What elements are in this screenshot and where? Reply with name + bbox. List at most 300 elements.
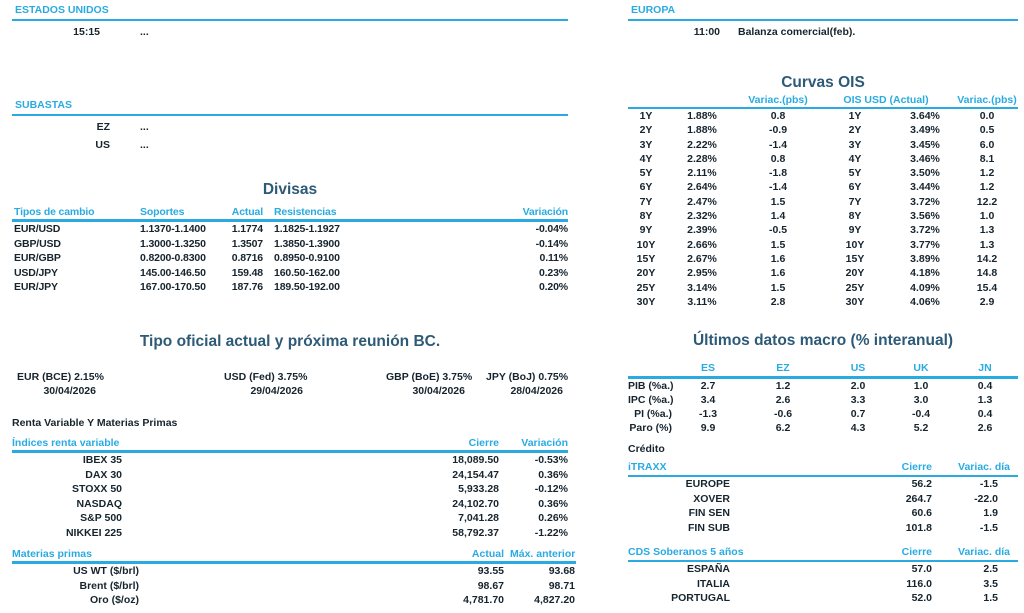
central-bank-meeting-date: 30/04/2026 <box>412 385 465 397</box>
macro-jn-cell: 2.6 <box>977 422 993 434</box>
index-name-cell: IBEX 35 <box>82 454 122 466</box>
ois-curves-table <box>628 94 1018 309</box>
ois-tenor-usd-cell: 3Y <box>848 138 862 151</box>
commodity-max-cell: 4,827.20 <box>534 594 575 606</box>
ois-row <box>628 123 1018 137</box>
macro-table-body <box>628 378 1018 436</box>
section-curvas-ois <box>628 73 1018 309</box>
ois-variac-usd-cell: 0.0 <box>979 110 995 122</box>
fx-header-resistencias: Resistencias <box>266 205 436 221</box>
macro-us-cell: 2.0 <box>850 380 866 392</box>
macro-indicator-cell: Paro (%) <box>629 422 672 434</box>
ois-tenor-usd-cell: 7Y <box>848 195 862 208</box>
itraxx-change-cell: -22.0 <box>974 492 998 505</box>
auction-region: US <box>95 139 110 151</box>
commodities-header-max: Máx. anterior <box>510 547 576 563</box>
index-name-cell: STOXX 50 <box>72 483 122 495</box>
ois-row <box>628 252 1018 266</box>
central-bank-ecb <box>17 370 104 398</box>
index-change-cell: -1.22% <box>534 526 568 539</box>
equity-indices-table <box>12 436 568 540</box>
cds-country-cell: ESPAÑA <box>687 563 730 575</box>
ois-tenor-usd-cell: 6Y <box>848 181 862 194</box>
cds-country-cell: ITALIA <box>696 577 730 590</box>
ois-tenor-usd-cell: 20Y <box>845 267 865 280</box>
commodity-row <box>12 593 576 608</box>
ois-tenor-eur-cell: 7Y <box>639 195 653 208</box>
ois-rate-usd-cell: 3.46% <box>910 152 940 165</box>
section-cds-soberanos <box>628 545 1018 606</box>
fx-row <box>12 221 568 237</box>
itraxx-close-cell: 60.6 <box>911 507 932 519</box>
macro-header-us: US <box>826 361 890 378</box>
macro-uk-cell: -0.4 <box>911 408 931 420</box>
ois-tenor-eur-cell: 9Y <box>639 224 653 237</box>
macro-jn-cell: 0.4 <box>977 380 993 392</box>
ois-row <box>628 209 1018 223</box>
ois-row <box>628 138 1018 152</box>
index-change-cell: -0.12% <box>534 483 568 495</box>
fx-resistencias-cell: 1.1825-1.1927 <box>274 223 340 235</box>
ois-variac-eur-cell: -1.4 <box>768 138 788 151</box>
itraxx-name-cell: FIN SEN <box>688 507 730 519</box>
commodity-row <box>12 579 576 594</box>
auction-region: EZ <box>96 121 110 133</box>
commodity-actual-cell: 98.67 <box>477 579 504 592</box>
macro-ez-cell: -0.6 <box>773 408 793 420</box>
fx-variacion-cell: 0.11% <box>539 252 568 264</box>
ois-rate-usd-cell: 3.49% <box>910 124 940 137</box>
central-bank-meeting-date: 30/04/2026 <box>43 385 96 397</box>
index-row <box>12 497 568 512</box>
ois-rate-eur-cell: 2.67% <box>687 252 717 265</box>
ois-tenor-eur-cell: 20Y <box>636 267 656 280</box>
commodity-name-cell: Brent ($/brl) <box>79 579 139 592</box>
macro-uk-cell: 5.2 <box>913 422 929 434</box>
macro-es-cell: 3.4 <box>700 394 716 406</box>
commodity-actual-cell: 4,781.70 <box>463 594 504 606</box>
fx-header-pair: Tipos de cambio <box>12 205 140 221</box>
index-close-cell: 18,089.50 <box>452 454 499 466</box>
macro-ez-cell: 6.2 <box>775 422 791 434</box>
ois-rate-eur-cell: 2.32% <box>687 210 717 223</box>
ois-variac-eur-cell: 1.4 <box>770 210 786 223</box>
cds-row <box>628 577 1018 592</box>
ois-row <box>628 295 1018 309</box>
ois-rate-usd-cell: 3.44% <box>910 181 940 194</box>
ois-rate-eur-cell: 3.11% <box>687 295 717 308</box>
macro-uk-cell: 3.0 <box>913 394 929 406</box>
section-tipo-oficial <box>12 332 568 402</box>
section-title-subastas: SUBASTAS <box>12 97 568 116</box>
index-name-cell: S&P 500 <box>80 512 122 524</box>
macro-row <box>628 378 1018 394</box>
ois-header-empty <box>628 94 664 108</box>
fx-actual-cell: 159.48 <box>231 266 263 279</box>
index-change-cell: 0.36% <box>538 468 568 481</box>
commodity-actual-cell: 93.55 <box>477 565 504 577</box>
indices-header-variacion: Variación <box>502 436 568 452</box>
index-change-cell: 0.26% <box>538 512 568 524</box>
auction-detail: ... <box>140 121 149 133</box>
tipo-oficial-title: Tipo oficial actual y próxima reunión BC. <box>139 333 441 350</box>
ois-tenor-eur-cell: 15Y <box>636 252 656 265</box>
ois-tenor-usd-cell: 30Y <box>845 295 865 308</box>
central-bank-boj <box>486 370 568 398</box>
itraxx-row <box>628 476 1018 492</box>
ois-rate-eur-cell: 2.47% <box>687 195 717 208</box>
fx-row <box>12 266 568 281</box>
europa-events-list <box>628 25 1018 39</box>
ois-variac-eur-cell: 2.8 <box>770 295 786 308</box>
commodity-max-cell: 93.68 <box>548 565 575 577</box>
section-divisas <box>12 180 568 295</box>
ois-rate-eur-cell: 2.95% <box>687 267 717 280</box>
ois-variac-eur-cell: -0.5 <box>768 224 788 237</box>
ois-row <box>628 108 1018 123</box>
index-close-cell: 24,102.70 <box>452 497 499 510</box>
itraxx-header-variac: Variac. día <box>948 459 1018 476</box>
indices-table-body <box>12 452 568 541</box>
ois-variac-eur-cell: 1.6 <box>770 252 786 265</box>
itraxx-table-body <box>628 476 1018 535</box>
fx-variacion-cell: -0.04% <box>535 223 568 235</box>
central-bank-fed <box>224 370 308 398</box>
ois-variac-eur-cell: 0.8 <box>770 110 786 122</box>
fx-row <box>12 280 568 295</box>
ois-tenor-eur-cell: 4Y <box>639 152 653 165</box>
ois-rate-usd-cell: 3.72% <box>910 224 940 237</box>
ois-row <box>628 180 1018 194</box>
section-subastas <box>12 97 568 152</box>
index-close-cell: 5,933.28 <box>458 483 499 495</box>
macro-us-cell: 3.3 <box>850 394 866 406</box>
index-name-cell: NIKKEI 225 <box>65 526 122 539</box>
ois-variac-eur-cell: -1.8 <box>768 167 788 180</box>
ois-variac-usd-cell: 8.1 <box>979 152 995 165</box>
macro-jn-cell: 0.4 <box>977 408 993 420</box>
itraxx-row <box>628 506 1018 521</box>
ois-tenor-usd-cell: 9Y <box>848 224 862 237</box>
auction-row <box>12 120 568 134</box>
fx-soportes-cell: 1.3000-1.3250 <box>140 237 206 250</box>
ois-rate-eur-cell: 2.28% <box>687 152 717 165</box>
ois-row <box>628 281 1018 295</box>
section-indices <box>12 436 568 540</box>
ois-rate-usd-cell: 3.89% <box>910 252 940 265</box>
cds-close-cell: 116.0 <box>906 577 932 590</box>
section-materias-primas <box>12 547 576 608</box>
event-row <box>628 25 1018 39</box>
cds-header-row <box>628 545 1018 561</box>
ois-tenor-usd-cell: 2Y <box>848 124 862 137</box>
fx-header-variacion: Variación <box>436 205 568 221</box>
ois-rate-eur-cell: 2.66% <box>687 238 717 251</box>
fx-table <box>12 205 568 295</box>
section-europa <box>628 2 1018 39</box>
fx-actual-cell: 187.76 <box>231 281 263 293</box>
index-close-cell: 7,041.28 <box>458 512 499 524</box>
itraxx-change-cell: 1.9 <box>983 507 998 519</box>
cds-change-cell: 3.5 <box>983 577 998 590</box>
ois-tenor-eur-cell: 5Y <box>639 167 653 180</box>
fx-soportes-cell: 167.00-170.50 <box>140 281 206 293</box>
central-bank-meeting-date: 28/04/2026 <box>510 385 563 397</box>
us-events-list <box>12 25 568 39</box>
index-close-cell: 58,792.37 <box>452 526 499 539</box>
itraxx-row <box>628 492 1018 507</box>
ois-rate-usd-cell: 3.72% <box>910 195 940 208</box>
macro-row <box>628 421 1018 435</box>
ois-rate-eur-cell: 1.88% <box>687 124 717 137</box>
itraxx-name-cell: FIN SUB <box>688 521 730 534</box>
ois-tenor-usd-cell: 15Y <box>845 252 865 265</box>
auction-row <box>12 138 568 152</box>
fx-variacion-cell: 0.20% <box>538 281 568 293</box>
macro-us-cell: 0.7 <box>850 408 866 420</box>
itraxx-header-row <box>628 459 1018 476</box>
macro-header-ez: EZ <box>740 361 826 378</box>
fx-pair-cell: EUR/USD <box>14 223 61 235</box>
ois-variac-eur-cell: 0.8 <box>770 152 786 165</box>
index-row <box>12 511 568 526</box>
fx-pair-cell: USD/JPY <box>14 266 58 279</box>
ois-tenor-eur-cell: 25Y <box>636 281 656 294</box>
ois-rate-usd-cell: 3.56% <box>910 210 940 223</box>
commodities-table-body <box>12 563 576 608</box>
central-bank-rate: USD (Fed) 3.75% <box>224 371 308 383</box>
section-datos-macro <box>628 331 1018 435</box>
cds-header-variac: Variac. día <box>948 545 1018 561</box>
macro-uk-cell: 1.0 <box>913 380 929 392</box>
fx-header-actual: Actual <box>226 205 266 221</box>
itraxx-close-cell: 56.2 <box>911 478 932 490</box>
ois-variac-usd-cell: 1.3 <box>979 238 995 251</box>
ois-variac-usd-cell: 6.0 <box>979 138 995 151</box>
ois-table-body <box>628 108 1018 309</box>
index-name-cell: NASDAQ <box>76 497 122 510</box>
commodities-table <box>12 547 576 608</box>
ois-rate-eur-cell: 1.88% <box>687 110 717 122</box>
ois-tenor-eur-cell: 6Y <box>639 181 653 194</box>
ois-tenor-eur-cell: 10Y <box>636 238 656 251</box>
cds-row <box>628 591 1018 606</box>
macro-us-cell: 4.3 <box>850 422 866 434</box>
commodity-row <box>12 563 576 579</box>
macro-header-jn: JN <box>952 361 1018 378</box>
macro-ez-cell: 2.6 <box>775 394 791 406</box>
itraxx-header-name: iTRAXX <box>628 459 758 476</box>
macro-row <box>628 393 1018 407</box>
itraxx-name-cell: EUROPE <box>685 478 730 490</box>
ois-variac-eur-cell: 1.5 <box>770 281 786 294</box>
ois-tenor-eur-cell: 8Y <box>639 210 653 223</box>
fx-header-row <box>12 205 568 221</box>
ois-variac-usd-cell: 1.2 <box>979 167 995 180</box>
central-bank-boe <box>386 370 473 398</box>
ois-rate-usd-cell: 3.77% <box>910 238 940 251</box>
ois-tenor-usd-cell: 8Y <box>848 210 862 223</box>
macro-jn-cell: 1.3 <box>977 394 993 406</box>
ois-variac-eur-cell: -1.4 <box>768 181 788 194</box>
ois-rate-usd-cell: 4.18% <box>910 267 940 280</box>
macro-header-uk: UK <box>890 361 952 378</box>
macro-es-cell: 9.9 <box>700 422 716 434</box>
central-bank-rate: EUR (BCE) 2.15% <box>17 371 104 383</box>
itraxx-row <box>628 521 1018 536</box>
fx-resistencias-cell: 160.50-162.00 <box>274 266 340 279</box>
fx-pair-cell: EUR/GBP <box>14 252 61 264</box>
commodities-header-row <box>12 547 576 563</box>
ois-header-variac-usd: Variac.(pbs) <box>957 94 1017 106</box>
macro-header-empty <box>628 361 676 378</box>
ois-tenor-usd-cell: 5Y <box>848 167 862 180</box>
ois-variac-usd-cell: 1.2 <box>979 181 995 194</box>
fx-soportes-cell: 145.00-146.50 <box>140 266 206 279</box>
ois-rate-usd-cell: 3.64% <box>910 110 940 122</box>
cds-country-cell: PORTUGAL <box>671 592 730 604</box>
fx-variacion-cell: -0.14% <box>535 237 568 250</box>
ois-tenor-eur-cell: 1Y <box>639 110 653 122</box>
ois-rate-usd-cell: 3.45% <box>910 138 940 151</box>
ois-row <box>628 166 1018 180</box>
index-row <box>12 452 568 468</box>
fx-row <box>12 237 568 252</box>
ois-rate-eur-cell: 2.64% <box>687 181 717 194</box>
ois-tenor-usd-cell: 1Y <box>848 110 862 122</box>
cds-close-cell: 52.0 <box>911 592 932 604</box>
macro-title: Últimos datos macro (% interanual) <box>692 332 954 349</box>
itraxx-change-cell: -1.5 <box>979 478 998 490</box>
macro-header-row <box>628 361 1018 378</box>
fx-header-soportes: Soportes <box>140 205 226 221</box>
cds-table <box>628 545 1018 606</box>
commodities-header-name: Materias primas <box>12 547 142 563</box>
commodity-name-cell: US WT ($/brl) <box>73 565 139 577</box>
fx-resistencias-cell: 0.8950-0.9100 <box>274 252 340 264</box>
subastas-list <box>12 120 568 152</box>
ois-variac-eur-cell: 1.5 <box>770 238 786 251</box>
fx-actual-cell: 0.8716 <box>231 252 263 264</box>
indices-header-cierre: Cierre <box>125 436 502 452</box>
fx-row <box>12 251 568 266</box>
ois-row <box>628 266 1018 280</box>
fx-soportes-cell: 0.8200-0.8300 <box>140 252 206 264</box>
ois-header-row <box>628 94 1018 108</box>
event-row <box>12 25 568 39</box>
event-detail: Balanza comercial(feb). <box>738 26 856 38</box>
ois-variac-usd-cell: 1.0 <box>979 210 995 223</box>
auction-detail: ... <box>140 139 149 151</box>
fx-pair-cell: GBP/USD <box>14 237 61 250</box>
ois-rate-eur-cell: 3.14% <box>687 281 717 294</box>
central-bank-rates-row <box>12 370 568 402</box>
central-bank-rate: JPY (BoJ) 0.75% <box>486 371 569 383</box>
ois-rate-usd-cell: 3.50% <box>910 167 940 180</box>
fx-actual-cell: 1.3507 <box>231 237 263 250</box>
macro-indicator-cell: PI (%a.) <box>634 408 672 420</box>
ois-header-empty <box>664 94 740 108</box>
index-row <box>12 526 568 541</box>
ois-row <box>628 238 1018 252</box>
index-close-cell: 24,154.47 <box>452 468 499 481</box>
ois-rate-eur-cell: 2.22% <box>687 138 717 151</box>
section-title-europa: EUROPA <box>628 2 1018 21</box>
ois-row <box>628 152 1018 166</box>
section-estados-unidos <box>12 2 568 39</box>
fx-resistencias-cell: 189.50-192.00 <box>274 281 340 293</box>
section-credito <box>628 443 1018 535</box>
macro-ez-cell: 1.2 <box>775 380 791 392</box>
fx-soportes-cell: 1.1370-1.1400 <box>140 223 206 235</box>
index-change-cell: -0.53% <box>534 454 568 466</box>
index-change-cell: 0.36% <box>538 497 568 510</box>
ois-header-usd: OIS USD (Actual) <box>816 94 956 108</box>
renta-variable-section-label: Renta Variable Y Materias Primas <box>12 417 178 429</box>
cds-close-cell: 57.0 <box>911 563 932 575</box>
macro-data-table <box>628 361 1018 435</box>
divisas-title: Divisas <box>262 181 318 198</box>
index-row <box>12 482 568 497</box>
itraxx-close-cell: 101.8 <box>905 521 932 534</box>
ois-title: Curvas OIS <box>781 74 865 91</box>
indices-header-name: Índices renta variable <box>12 436 125 452</box>
index-name-cell: DAX 30 <box>85 468 122 481</box>
ois-row <box>628 195 1018 209</box>
ois-tenor-eur-cell: 30Y <box>636 295 656 308</box>
cds-change-cell: 2.5 <box>983 563 998 575</box>
fx-pair-cell: EUR/JPY <box>14 281 58 293</box>
macro-es-cell: -1.3 <box>698 408 718 420</box>
ois-variac-usd-cell: 14.8 <box>976 267 998 280</box>
ois-rate-usd-cell: 4.06% <box>910 295 940 308</box>
ois-variac-usd-cell: 1.3 <box>979 224 995 237</box>
event-time: 15:15 <box>73 26 100 38</box>
macro-header-es: ES <box>676 361 740 378</box>
cds-header-cierre: Cierre <box>758 545 948 561</box>
central-bank-rate: GBP (BoE) 3.75% <box>386 371 473 383</box>
ois-tenor-usd-cell: 25Y <box>845 281 865 294</box>
ois-tenor-eur-cell: 2Y <box>639 124 653 137</box>
index-row <box>12 468 568 483</box>
itraxx-table <box>628 459 1018 535</box>
ois-tenor-eur-cell: 3Y <box>639 138 653 151</box>
cds-table-body <box>628 561 1018 606</box>
central-bank-meeting-date: 29/04/2026 <box>250 385 303 397</box>
macro-es-cell: 2.7 <box>700 380 716 392</box>
ois-rate-eur-cell: 2.39% <box>687 224 717 237</box>
ois-row <box>628 223 1018 237</box>
fx-actual-cell: 1.1774 <box>231 223 263 235</box>
ois-variac-usd-cell: 2.9 <box>979 295 995 308</box>
ois-header-variac-eur: Variac.(pbs) <box>740 94 816 108</box>
ois-variac-eur-cell: 1.5 <box>770 195 786 208</box>
ois-variac-usd-cell: 12.2 <box>976 195 998 208</box>
ois-variac-usd-cell: 14.2 <box>976 252 998 265</box>
indices-header-row <box>12 436 568 452</box>
ois-variac-usd-cell: 15.4 <box>976 281 998 294</box>
fx-table-body <box>12 221 568 295</box>
itraxx-name-cell: XOVER <box>693 492 730 505</box>
commodities-header-actual: Actual <box>142 547 510 563</box>
fx-variacion-cell: 0.23% <box>538 266 568 279</box>
cds-row <box>628 561 1018 577</box>
credito-section-label: Crédito <box>628 443 665 455</box>
macro-row <box>628 407 1018 421</box>
section-title-estados-unidos: ESTADOS UNIDOS <box>12 2 568 21</box>
cds-header-name: CDS Soberanos 5 años <box>628 545 758 561</box>
macro-indicator-cell: PIB (%a.) <box>628 380 674 392</box>
